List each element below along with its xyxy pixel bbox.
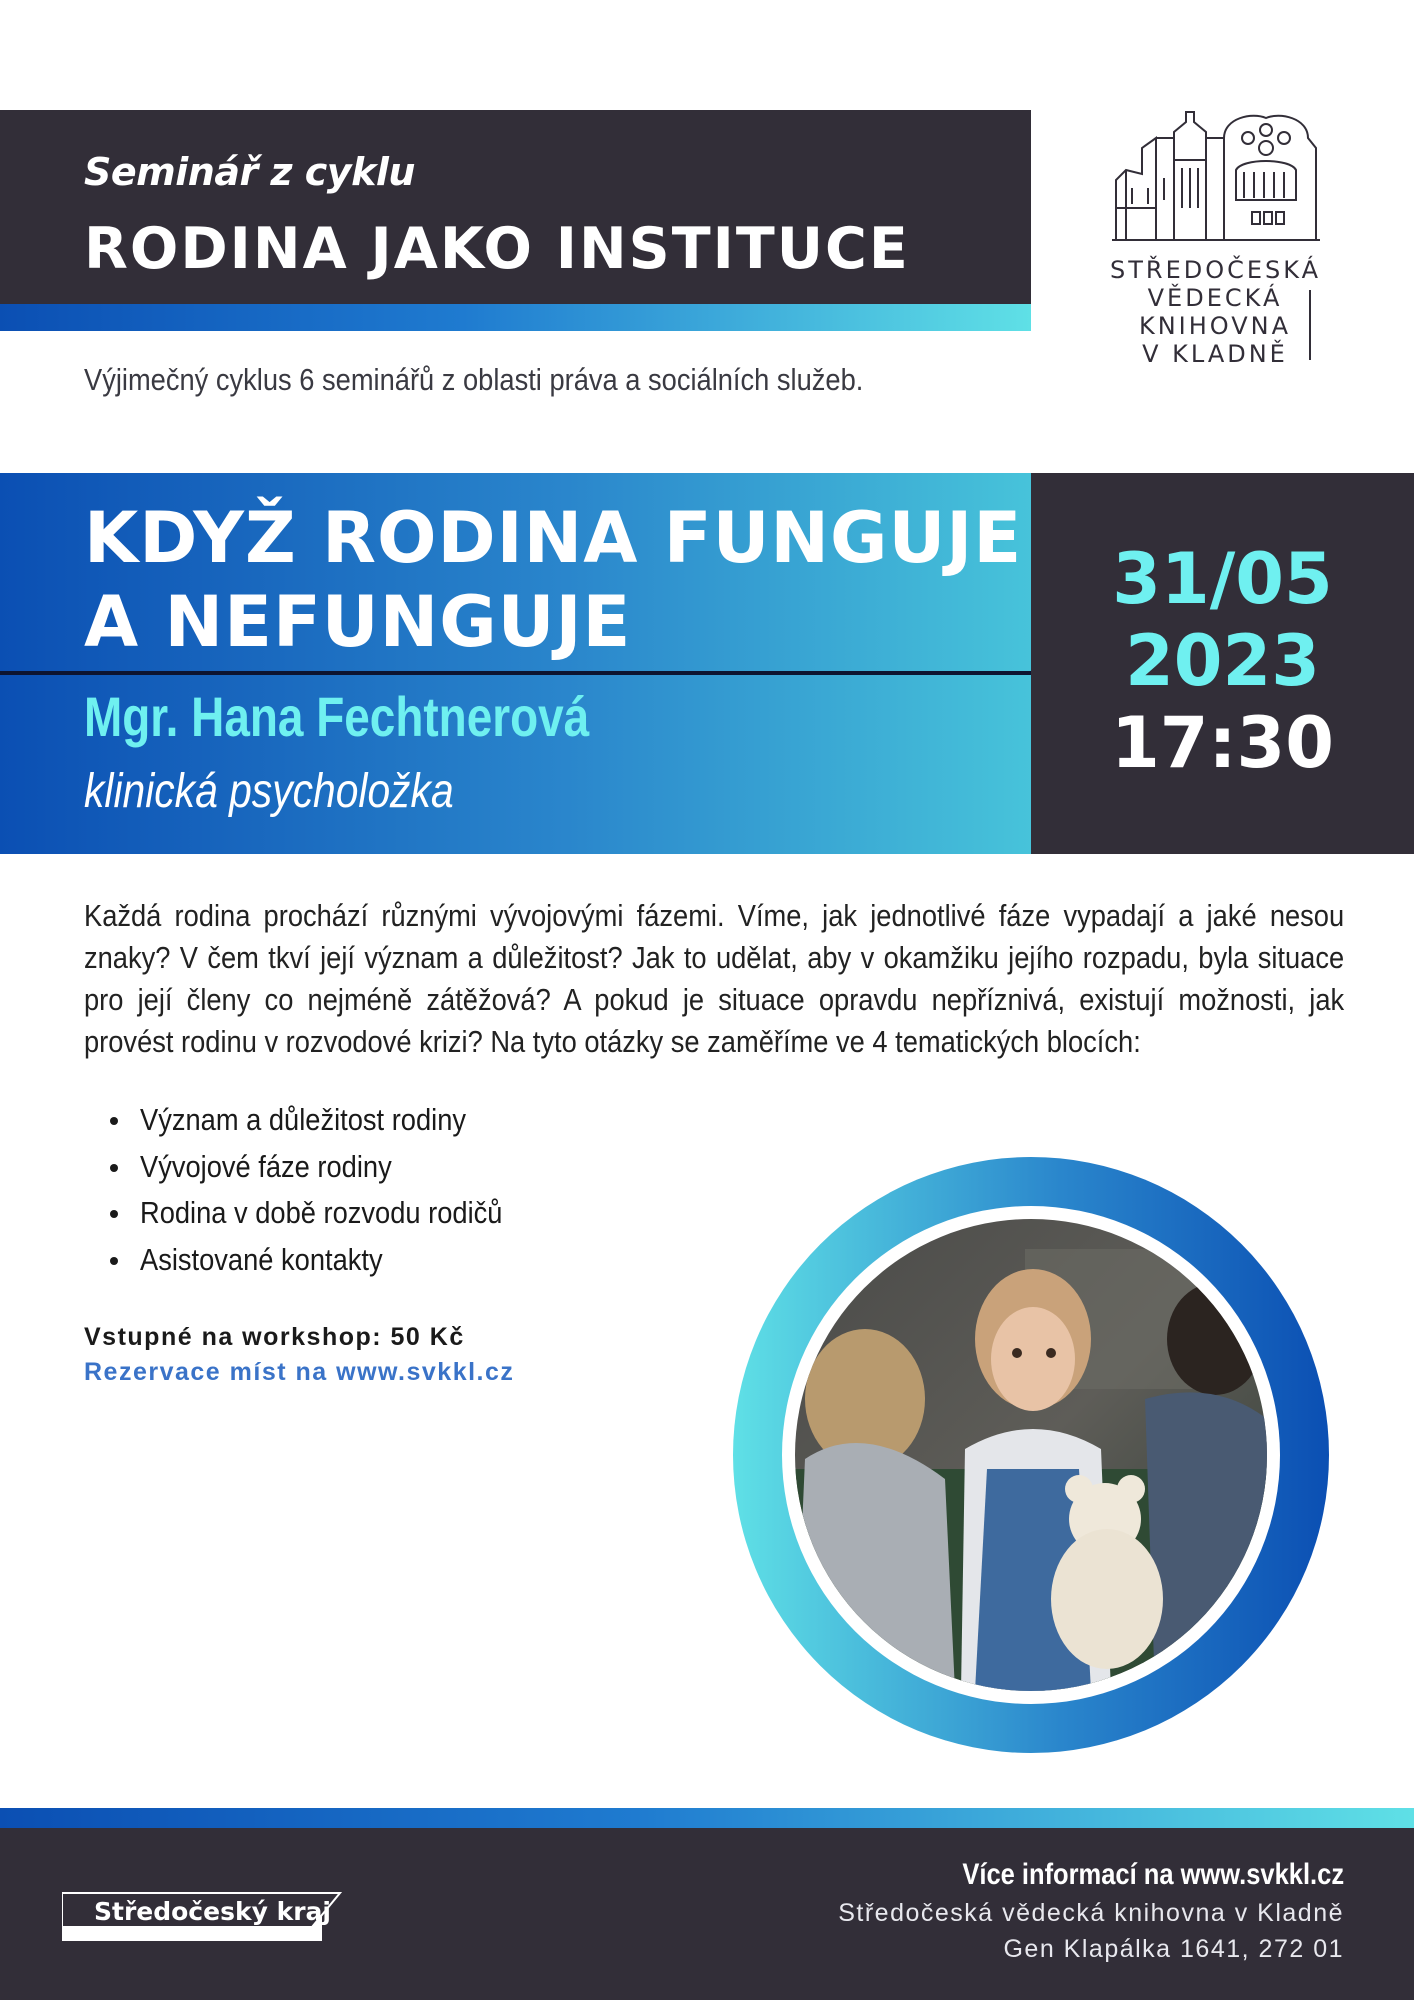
entry-fee: Vstupné na workshop: 50 Kč — [84, 1323, 465, 1351]
topics-list — [100, 1097, 552, 1283]
footer-gradient-stripe — [0, 1808, 1414, 1828]
speaker-name: Mgr. Hana Fechtnerová — [84, 685, 590, 748]
event-time: 17:30 — [1111, 702, 1334, 784]
event-title-line: KDYŽ RODINA FUNGUJE — [84, 497, 1023, 579]
intro-paragraph — [84, 895, 1344, 1063]
logo-divider — [1309, 290, 1311, 360]
footer-library-name: Středočeská vědecká knihovna v Kladně — [838, 1899, 1344, 1927]
family-photo — [795, 1219, 1267, 1691]
series-tagline: Výjimečný cyklus 6 seminářů z oblasti práva a sociálních služeb. — [84, 362, 864, 397]
region-logo-text: Středočeský kraj — [94, 1897, 331, 1926]
intro-text: Každá rodina prochází různými vývojovými fázemi. Víme, jak jednotlivé fáze vypadají a jaké nesou znaky? V čem tkví její význam a důležitost? Jak to udělat, aby v okamžiku jejího rozpadu, byla situace pro její členy co nejméně zátěžová? A pokud je situace opravdu nepříznivá, existují možnosti, jak provést rodinu v rozvodové krizi? Na tyto otázky se zaměříme ve 4 tematických blocích: — [84, 898, 1345, 1059]
event-date-day: 31/05 — [1112, 538, 1333, 620]
event-date-year: 2023 — [1125, 620, 1320, 702]
list-item — [100, 1237, 552, 1284]
reservation-link[interactable]: Rezervace míst na www.svkkl.cz — [84, 1358, 515, 1386]
list-item — [100, 1097, 552, 1144]
footer-address: Gen Klapálka 1641, 272 01 — [1003, 1935, 1344, 1963]
speaker-role: klinická psycholožka — [84, 765, 454, 818]
event-divider — [0, 671, 1031, 675]
list-item — [100, 1190, 552, 1237]
library-logo-text — [1110, 256, 1320, 368]
topic-label: Asistované kontakty — [140, 1241, 383, 1277]
footer-contact — [838, 1855, 1344, 1967]
topic-label: Vývojové fáze rodiny — [140, 1148, 392, 1184]
event-title-line: A NEFUNGUJE — [84, 581, 632, 663]
topic-label: Rodina v době rozvodu rodičů — [140, 1195, 503, 1230]
series-subtitle: Seminář z cyklu — [84, 150, 415, 194]
logo-line: VĚDECKÁ — [1147, 284, 1283, 312]
event-title — [84, 496, 1022, 664]
list-item — [100, 1144, 552, 1191]
footer-more-info[interactable]: Více informací na www.svkkl.cz — [962, 1858, 1344, 1891]
series-title: RODINA JAKO INSTITUCE — [84, 216, 910, 282]
logo-line: KNIHOVNA — [1138, 312, 1292, 340]
family-photo-illustration — [795, 1219, 1267, 1691]
logo-line: STŘEDOČESKÁ — [1110, 256, 1321, 284]
topic-label: Význam a důležitost rodiny — [140, 1102, 467, 1137]
library-building-logo-icon — [1112, 108, 1320, 248]
logo-line: V KLADNĚ — [1142, 340, 1288, 368]
header-gradient-stripe — [0, 304, 1031, 331]
